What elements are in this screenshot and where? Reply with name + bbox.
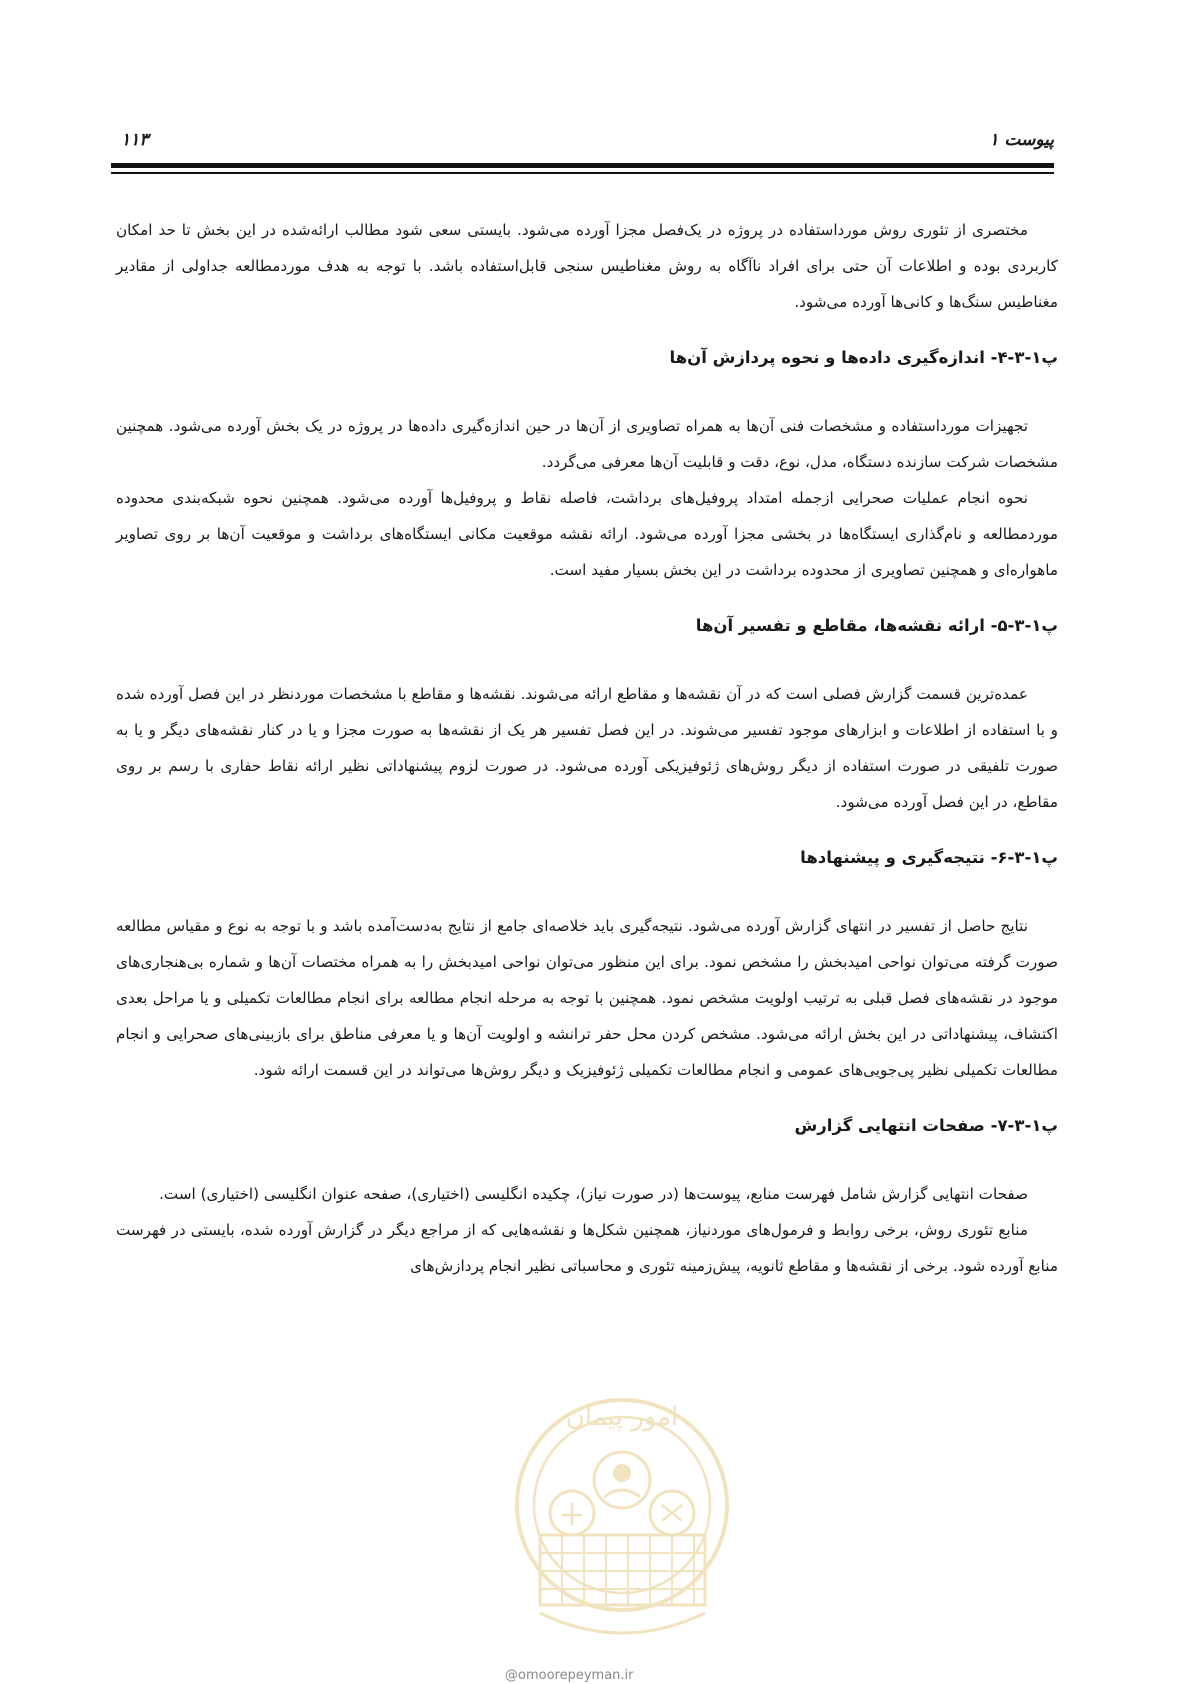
header-rule-thick xyxy=(111,163,1054,168)
body-paragraph: صفحات انتهایی گزارش شامل فهرست منابع، پیوست‌ها (در صورت نیاز)، چکیده انگلیسی (اختیاری)، صفحه عنوان انگلیسی (اختیاری) است. xyxy=(159,1185,1028,1203)
body-paragraph: نحوه انجام عملیات صحرایی ازجمله امتداد پروفیل‌های برداشت، فاصله نقاط و پروفیل‌ها آورده می‌شود. همچنین نحوه شبکه‌بندی محدوده موردمطالعه و نام‌گذاری ایستگاه‌ها در بخشی مجزا آورده می‌شود. ارائه نقشه موقعیت مکانی ایستگاه‌های برداشت و موقعیت آن‌ها بر روی تصاویر ماهواره‌ای و همچنین تصاویری از محدوده برداشت در این بخش بسیار مفید است. xyxy=(116,489,1058,579)
page-body xyxy=(116,212,1058,1284)
body-paragraph: منابع تئوری روش، برخی روابط و فرمول‌های موردنیاز، همچنین شکل‌ها و نقشه‌هایی که از مراجع دیگر در گزارش آورده شده، بایستی در فهرست منابع آورده شود. برخی از نقشه‌ها و مقاطع ثانویه، پیش‌زمینه تئوری و محاسباتی نظیر انجام پردازش‌های xyxy=(116,1221,1058,1275)
body-paragraph: مختصری از تئوری روش مورداستفاده در پروژه در یک‌فصل مجزا آورده می‌شود. بایستی سعی شود مطالب ارائه‌شده در این بخش تا حد امکان کاربردی بوده و اطلاعات آن حتی برای افراد ناآگاه به روش مغناطیس سنجی قابل‌استفاده باشد. با توجه به هدف موردمطالعه جداولی از مقادیر مغناطیس سنگ‌ها و کانی‌ها آورده می‌شود. xyxy=(116,221,1058,311)
body-paragraph: تجهیزات مورداستفاده و مشخصات فنی آن‌ها به همراه تصاویری از آن‌ها در حین اندازه‌گیری داده‌ها در پروژه در یک بخش آورده می‌شود. همچنین مشخصات شرکت سازنده دستگاه، مدل، نوع، دقت و قابلیت آن‌ها معرفی می‌گردد. xyxy=(116,417,1058,471)
watermark-url: @omoorepeyman.ir xyxy=(505,1668,634,1683)
body-paragraph: نتایج حاصل از تفسیر در انتهای گزارش آورده می‌شود. نتیجه‌گیری باید خلاصه‌ای جامع از نتایج به‌دست‌آمده باشد و با توجه به نوع و مقیاس مطالعه صورت گرفته می‌توان نواحی امیدبخش را مشخص نمود. برای این منظور می‌توان نواحی امیدبخش را به همراه مختصات آن‌ها و شماره بی‌هنجاری‌های موجود در نقشه‌های فصل قبلی به ترتیب اولویت مشخص نمود. همچنین با توجه به مرحله انجام مطالعه برای انجام مطالعات تکمیلی و یا مراحل بعدی اکتشاف، پیشنهاداتی در این بخش ارائه می‌شود. مشخص کردن محل حفر ترانشه و اولویت آن‌ها و یا معرفی مناطق برای بازبینی‌های صحرایی و انجام مطالعات تکمیلی نظیر پی‌جویی‌های عمومی و انجام مطالعات تکمیلی ژئوفیزیک و دیگر روش‌ها می‌تواند در این قسمت ارائه شود. xyxy=(116,917,1058,1079)
body-paragraph: عمده‌ترین قسمت گزارش فصلی است که در آن نقشه‌ها و مقاطع ارائه می‌شوند. نقشه‌ها و مقاطع با مشخصات موردنظر در این فصل آورده شده و با استفاده از اطلاعات و ابزارهای موجود تفسیر می‌شوند. در این فصل تفسیر هر یک از نقشه‌ها به صورت مجزا و یا در کنار نقشه‌های دیگر و یا به صورت تلفیقی در صورت استفاده از دیگر روش‌های ژئوفیزیکی آورده می‌شود. در صورت لزوم پیشنهاداتی نظیر ارائه نقاط حفاری با رسم بر روی مقاطع، در این فصل آورده می‌شود. xyxy=(116,685,1058,811)
header-rule-thin xyxy=(111,172,1054,174)
page-header xyxy=(111,128,1054,168)
section-heading: پ۱-۳-۷- صفحات انتهایی گزارش xyxy=(794,1116,1058,1135)
svg-text:امور پیمان: امور پیمان xyxy=(565,1402,679,1432)
section-heading: پ۱-۳-۶- نتیجه‌گیری و پیشنهادها xyxy=(800,848,1058,867)
watermark-seal-logo xyxy=(500,1385,745,1655)
section-heading: پ۱-۳-۴- اندازه‌گیری داده‌ها و نحوه پردازش آن‌ها xyxy=(669,348,1058,367)
section-heading: پ۱-۳-۵- ارائه نقشه‌ها، مقاطع و تفسیر آن‌ها xyxy=(695,616,1058,635)
header-title: پیوست ۱ xyxy=(989,130,1054,150)
page-number: ۱۱۳ xyxy=(121,130,149,150)
